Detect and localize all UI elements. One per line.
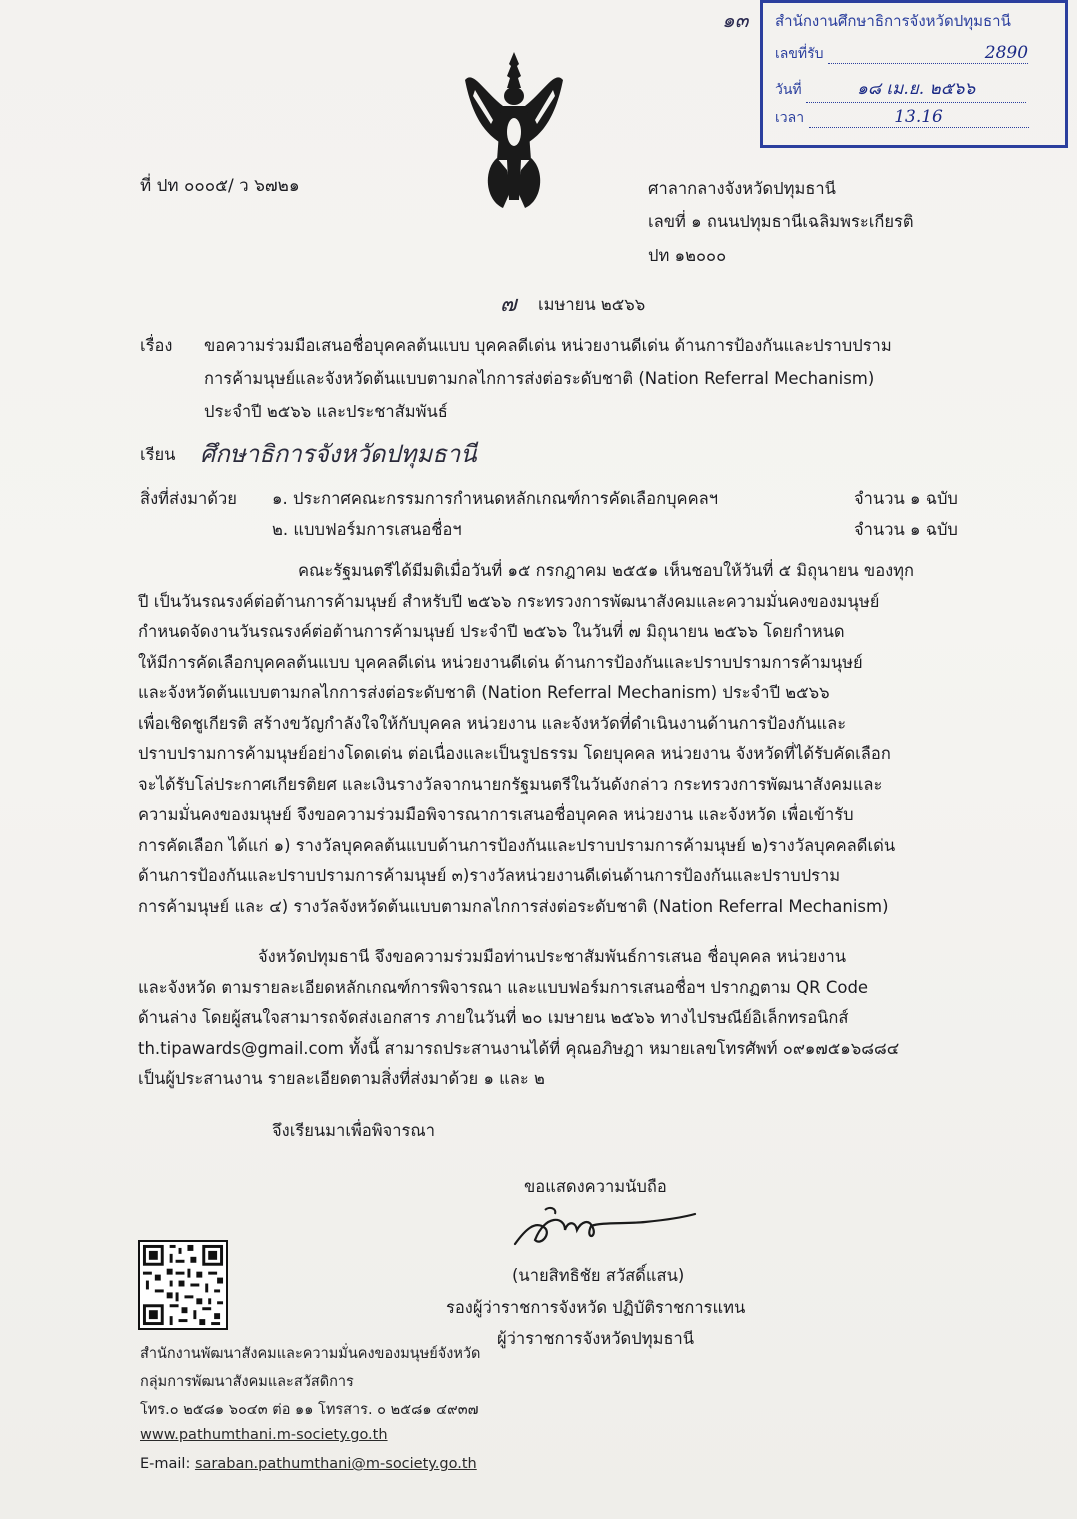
footer-website-link[interactable]: www.pathumthani.m-society.go.th bbox=[140, 1427, 388, 1443]
paragraph-1-line: ด้านการป้องกันและปราบปรามการค้ามนุษย์ ๓)รางวัลหน่วยงานดีเด่นด้านการป้องกันและปราบปราม bbox=[138, 866, 841, 885]
paragraph-2-line: จังหวัดปทุมธานี จึงขอความร่วมมือท่านประชาสัมพันธ์การเสนอ ชื่อบุคคล หน่วยงาน bbox=[258, 947, 847, 966]
address-line-2: เลขที่ ๑ ถนนปทุมธานีเฉลิมพระเกียรติ bbox=[648, 212, 914, 231]
paragraph-1-line: การค้ามนุษย์ และ ๔) รางวัลจังหวัดต้นแบบตามกลไกการส่งต่อระดับชาติ (Nation Referral Mechanism) bbox=[138, 896, 889, 916]
paragraph-1-line: ให้มีการคัดเลือกบุคคลต้นแบบ บุคคลดีเด่น หน่วยงานดีเด่น ด้านการป้องกันและปราบปรามการค้ามนุษย์ bbox=[138, 652, 863, 672]
paragraph-1-line: การคัดเลือก ได้แก่ ๑) รางวัลบุคคลต้นแบบด้านการป้องกันและปราบปรามการค้ามนุษย์ ๒)รางวัลบุคคลดีเด่น bbox=[138, 835, 896, 855]
footer-email-link[interactable]: saraban.pathumthani@m-society.go.th bbox=[194, 1456, 477, 1472]
signer-name: (นายสิทธิชัย สวัสดิ์แสน) bbox=[512, 1266, 685, 1285]
enclosure-item-1: ๑. ประกาศคณะกรรมการกำหนดหลักเกณฑ์การคัดเลือกบุคคลฯ bbox=[272, 489, 718, 508]
closing-request: จึงเรียนมาเพื่อพิจารณา bbox=[272, 1121, 435, 1140]
stamp-receive-label: เลขที่รับ bbox=[775, 46, 824, 62]
paragraph-2-line: เป็นผู้ประสานงาน รายละเอียดตามสิ่งที่ส่งมาด้วย ๑ และ ๒ bbox=[138, 1069, 545, 1088]
paragraph-1-line: คณะรัฐมนตรีได้มีมติเมื่อวันที่ ๑๕ กรกฎาคม ๒๕๕๑ เห็นชอบให้วันที่ ๕ มิถุนายน ของทุก bbox=[298, 561, 915, 580]
garuda-emblem bbox=[463, 50, 565, 212]
stamp-time-value: 13.16 bbox=[894, 107, 943, 127]
footer-email-label: E-mail: bbox=[140, 1456, 191, 1472]
signer-title-2: ผู้ว่าราชการจังหวัดปทุมธานี bbox=[497, 1329, 695, 1348]
footer-phone: โทร.๐ ๒๕๘๑ ๖๐๔๓ ต่อ ๑๑ โทรสาร. ๐ ๒๕๘๑ ๔๙๓๗ bbox=[140, 1402, 479, 1418]
subject-label: เรื่อง bbox=[140, 336, 173, 355]
address-line-3: ปท ๑๒๐๐๐ bbox=[648, 246, 727, 265]
footer-office: สำนักงานพัฒนาสังคมและความมั่นคงของมนุษย์จังหวัด bbox=[140, 1346, 481, 1362]
handwritten-mark: ๑๓ bbox=[722, 8, 749, 32]
paragraph-2 bbox=[138, 942, 976, 1095]
qr-code[interactable] bbox=[138, 1240, 228, 1330]
to-recipient-handwritten: ศึกษาธิการจังหวัดปทุมธานี bbox=[200, 440, 477, 468]
subject-line-2: การค้ามนุษย์และจังหวัดต้นแบบตามกลไกการส่งต่อระดับชาติ (Nation Referral Mechanism) bbox=[204, 369, 875, 388]
paragraph-2-line: ด้านล่าง โดยผู้สนใจสามารถจัดส่งเอกสาร ภายในวันที่ ๒๐ เมษายน ๒๕๖๖ ทางไปรษณีย์อิเล็กทรอนิกส์ bbox=[138, 1008, 849, 1027]
paragraph-1-line: ความมั่นคงของมนุษย์ จึงขอความร่วมมือพิจารณาการเสนอชื่อบุคคล หน่วยงาน และจังหวัด เพื่อเข้ารับ bbox=[138, 805, 854, 824]
enclosure-item-2: ๒. แบบฟอร์มการเสนอชื่อฯ bbox=[272, 520, 462, 539]
signature bbox=[505, 1200, 705, 1260]
stamp-date-label: วันที่ bbox=[775, 82, 802, 98]
subject-line-1: ขอความร่วมมือเสนอชื่อบุคคลต้นแบบ บุคคลดีเด่น หน่วยงานดีเด่น ด้านการป้องกันและปราบปราม bbox=[204, 336, 892, 355]
subject-line-3: ประจำปี ๒๕๖๖ และประชาสัมพันธ์ bbox=[204, 402, 448, 421]
stamp-date-value: ๑๘ เม.ย. ๒๕๖๖ bbox=[857, 79, 976, 99]
signer-title-1: รองผู้ว่าราชการจังหวัด ปฏิบัติราชการแทน bbox=[446, 1298, 746, 1317]
paragraph-1-line: เพื่อเชิดชูเกียรติ สร้างขวัญกำลังใจให้กับบุคคล หน่วยงาน และจังหวัดที่ดำเนินงานด้านการป้องกันและ bbox=[138, 713, 847, 733]
paragraph-1 bbox=[138, 556, 976, 922]
footer-group: กลุ่มการพัฒนาสังคมและสวัสดิการ bbox=[140, 1374, 354, 1390]
stamp-office: สำนักงานศึกษาธิการจังหวัดปทุมธานี bbox=[775, 12, 1011, 30]
paragraph-1-line: จะได้รับโล่ประกาศเกียรติยศ และเงินรางวัลจากนายกรัฐมนตรีในวันดังกล่าว กระทรวงการพัฒนาสังคมและ bbox=[138, 774, 883, 794]
address-line-1: ศาลากลางจังหวัดปทุมธานี bbox=[648, 179, 836, 198]
paragraph-1-line: ปราบปรามการค้ามนุษย์อย่างโดดเด่น ต่อเนื่องและเป็นรูปธรรม โดยบุคคล หน่วยงาน จังหวัดที่ได้รับคัดเลือก bbox=[138, 744, 891, 763]
stamp-time-label: เวลา bbox=[775, 110, 805, 126]
closing-salutation: ขอแสดงความนับถือ bbox=[524, 1177, 667, 1196]
enclosure-qty-2: จำนวน ๑ ฉบับ bbox=[854, 520, 958, 539]
date-day: ๗ bbox=[500, 292, 517, 317]
paragraph-1-line: และจังหวัดต้นแบบตามกลไกการส่งต่อระดับชาติ (Nation Referral Mechanism) ประจำปี ๒๕๖๖ bbox=[138, 683, 830, 702]
reference-number: ที่ ปท ๐๐๐๕/ ว ๖๗๒๑ bbox=[140, 176, 300, 196]
enclosure-qty-1: จำนวน ๑ ฉบับ bbox=[854, 489, 958, 508]
receiving-stamp bbox=[760, 0, 1068, 148]
paragraph-1-line: ปี เป็นวันรณรงค์ต่อต้านการค้ามนุษย์ สำหรับปี ๒๕๖๖ กระทรวงการพัฒนาสังคมและความมั่นคงของมนุษย์ bbox=[138, 591, 880, 611]
stamp-receive-no: 2890 bbox=[984, 43, 1029, 63]
enclosure-label: สิ่งที่ส่งมาด้วย bbox=[140, 489, 237, 508]
date-month-year: เมษายน ๒๕๖๖ bbox=[538, 295, 646, 314]
paragraph-1-line: กำหนดจัดงานวันรณรงค์ต่อต้านการค้ามนุษย์ ประจำปี ๒๕๖๖ ในวันที่ ๗ มิถุนายน ๒๕๖๖ โดยกำหนด bbox=[138, 622, 845, 641]
paragraph-2-line: และจังหวัด ตามรายละเอียดหลักเกณฑ์การพิจารณา และแบบฟอร์มการเสนอชื่อฯ ปรากฏตาม QR Code bbox=[138, 977, 869, 997]
to-label: เรียน bbox=[140, 445, 176, 464]
paragraph-2-line: th.tipawards@gmail.com ทั้งนี้ สามารถประสานงานได้ที่ คุณอภิษฎา หมายเลขโทรศัพท์ ๐๙๑๗๕๑๖๘๘๔ bbox=[138, 1038, 900, 1058]
